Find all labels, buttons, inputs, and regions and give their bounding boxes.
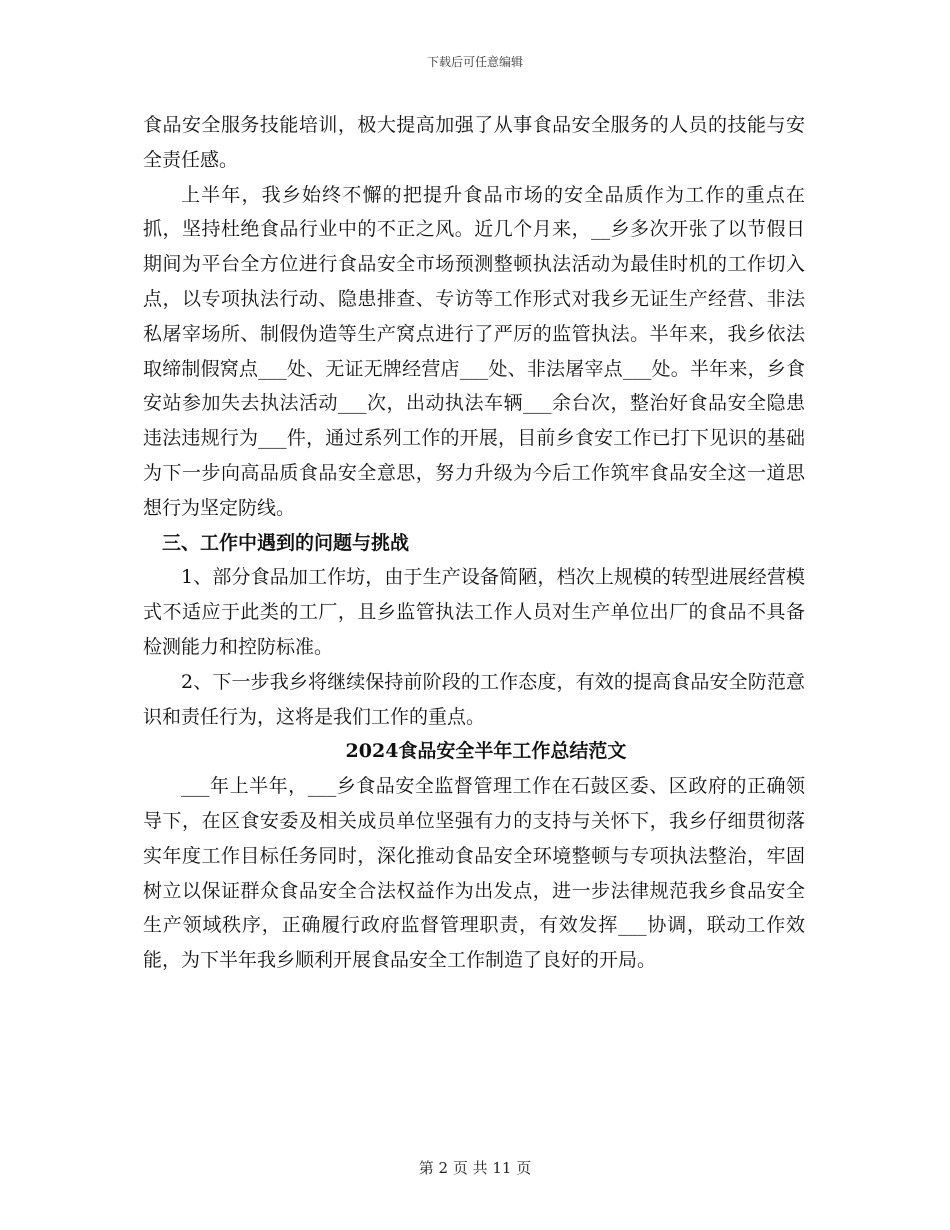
paragraph-continued: 食品安全服务技能培训，极大提高加强了从事食品安全服务的人员的技能与安全责任感。 [143,114,805,171]
page-footer: 第 2 页 共 11 页 [418,1159,532,1177]
section-heading-problems: 三、工作中遇到的问题与挑战 [162,531,410,554]
document-body [143,108,805,978]
paragraph-problem-1: 1、部分食品加工作坊，由于生产设备简陋，档次上规模的转型进展经营模式不适应于此类的工厂，且乡监管执法工作人员对生产单位出厂的食品不具备检测能力和控防标准。 [143,566,805,658]
paragraph-summary-intro: ___年上半年，___乡食品安全监督管理工作在石鼓区委、区政府的正确领导下，在区食安委及相关成员单位坚强有力的支持与关怀下，我乡仔细贯彻落实年度工作目标任务同时，深化推动食品安全环境整顿与专项执法整治，牢固树立以保证群众食品安全合法权益作为出发点，进一步法律规范我乡食品安全生产领域秩序，正确履行政府监督管理职责，有效发挥___协调，联动工作效能，为下半年我乡顺利开展食品安全工作制造了良好的开局。 [143,775,805,972]
paragraph-first-half-enforcement: 上半年，我乡始终不懈的把提升食品市场的安全品质作为工作的重点在抓，坚持杜绝食品行业中的不正之风。近几个月来，__乡多次开张了以节假日期间为平台全方位进行食品安全市场预测整顿执法活动为最佳时机的工作切入点，以专项执法行动、隐患排查、专访等工作形式对我乡无证生产经营、非法私屠宰场所、制假伪造等生产窝点进行了严厉的监管执法。半年来，我乡依法取缔制假窝点___处、无证无牌经营店___处、非法屠宰点___处。半年来，乡食安站参加失去执法活动___次，出动执法车辆___余台次，整治好食品安全隐患违法违规行为___件，通过系列工作的开展，目前乡食安工作已打下见识的基础为下一步向高品质食品安全意思，努力升级为今后工作筑牢食品安全这一道思想行为坚定防线。 [143,183,805,519]
page-header: 下载后可任意编辑 [426,55,523,69]
paragraph-problem-2: 2、下一步我乡将继续保持前阶段的工作态度，有效的提高食品安全防范意识和责任行为，这将是我们工作的重点。 [143,670,805,728]
document-title: 2024食品安全半年工作总结范文 [345,740,627,763]
